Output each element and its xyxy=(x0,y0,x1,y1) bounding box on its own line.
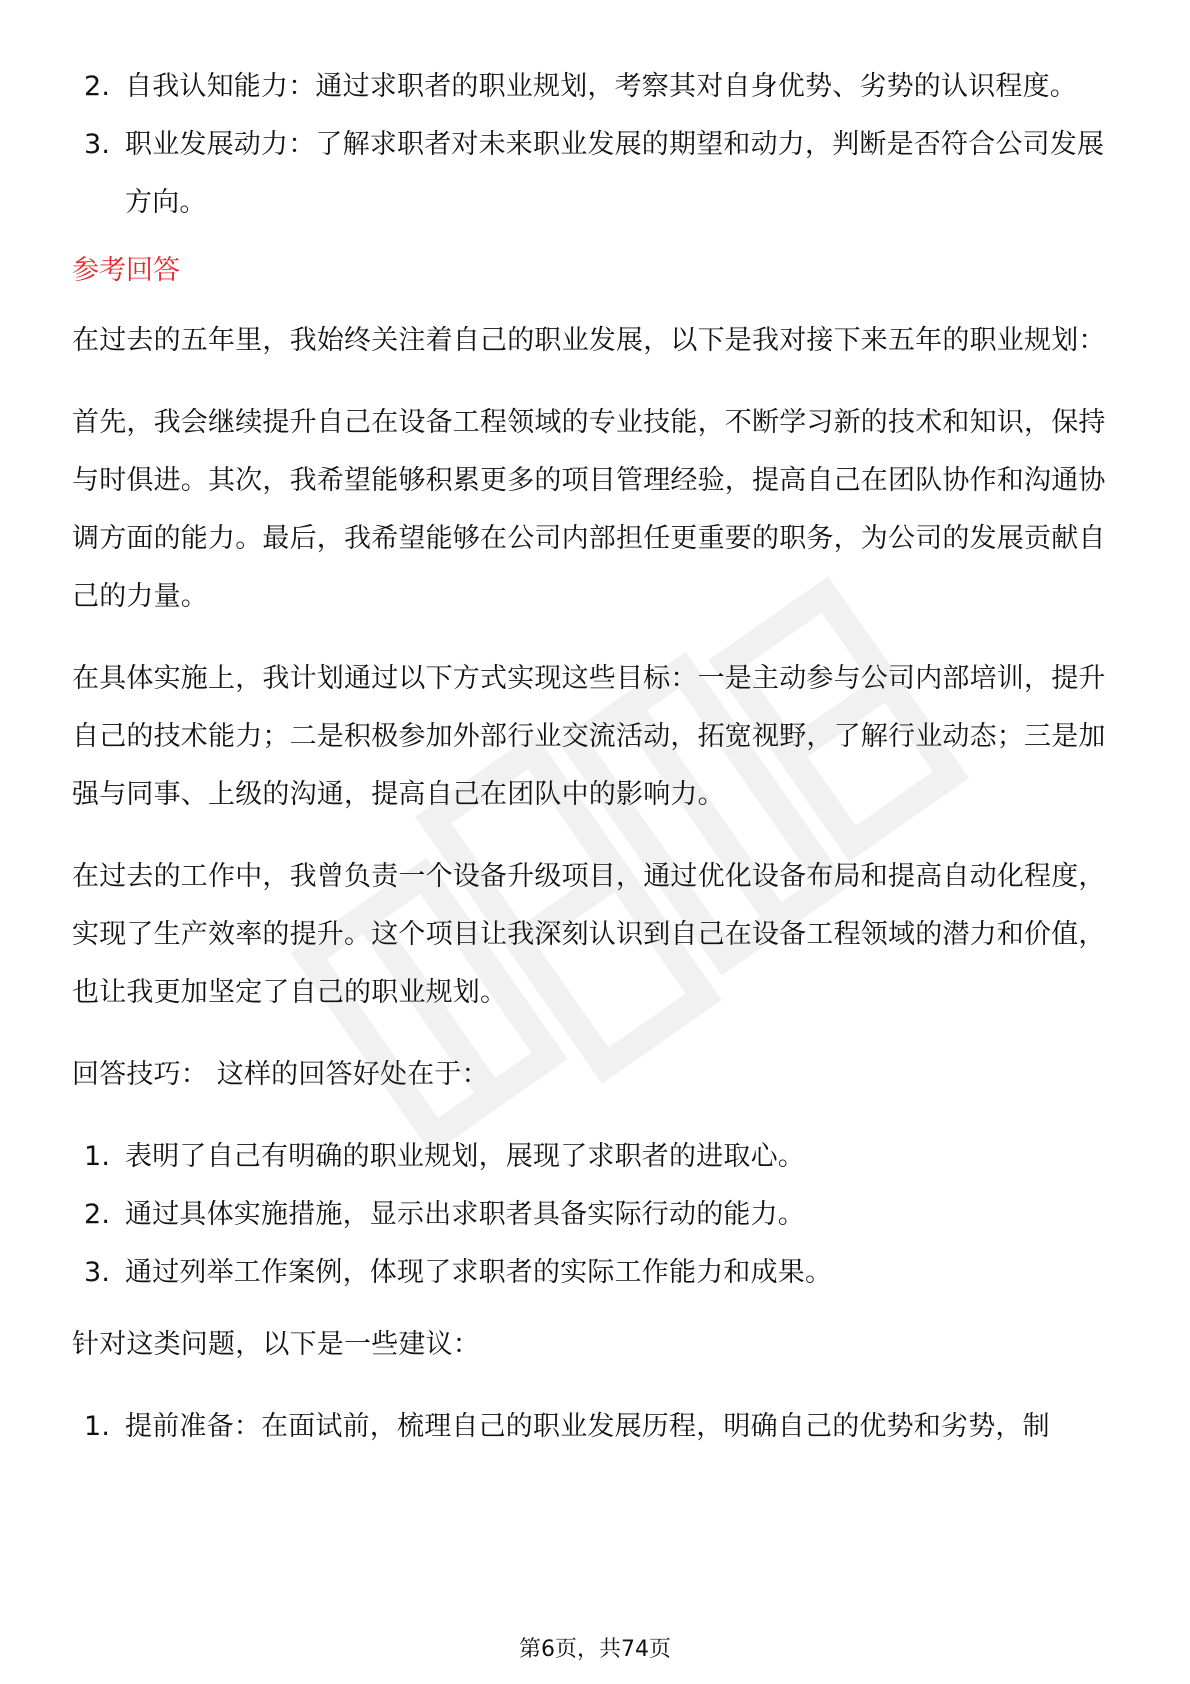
paragraph: 在具体实施上，我计划通过以下方式实现这些目标：一是主动参与公司内部培训，提升自己的技术能力；二是积极参加外部行业交流活动，拓宽视野，了解行业动态；三是加强与同事、上级的沟通，提高自己在团队中的影响力。 xyxy=(72,663,1106,810)
advice-intro: 针对这类问题，以下是一些建议： xyxy=(72,1329,480,1360)
list-number: 3. xyxy=(84,129,111,160)
tips-list xyxy=(72,1128,1122,1302)
list-text: 提前准备：在面试前，梳理自己的职业发展历程，明确自己的优势和劣势，制 xyxy=(125,1411,1050,1442)
list-number: 2. xyxy=(84,1199,111,1230)
list-item xyxy=(72,1186,1122,1244)
list-item xyxy=(72,1128,1122,1186)
paragraph: 在过去的工作中，我曾负责一个设备升级项目，通过优化设备布局和提高自动化程度，实现了生产效率的提升。这个项目让我深刻认识到自己在设备工程领域的潜力和价值，也让我更加坚定了自己的职业规划。 xyxy=(72,861,1106,1008)
list-item xyxy=(72,116,1122,232)
list-text: 通过具体实施措施，显示出求职者具备实际行动的能力。 xyxy=(125,1199,805,1230)
list-number: 1. xyxy=(84,1141,111,1172)
list-number: 2. xyxy=(84,71,111,102)
list-text: 通过列举工作案例，体现了求职者的实际工作能力和成果。 xyxy=(125,1257,833,1288)
page-footer: 第6页，共74页 xyxy=(519,1637,671,1662)
paragraph: 首先，我会继续提升自己在设备工程领域的专业技能，不断学习新的技术和知识，保持与时俱进。其次，我希望能够积累更多的项目管理经验，提高自己在团队协作和沟通协调方面的能力。最后，我希望能够在公司内部担任更重要的职务，为公司的发展贡献自己的力量。 xyxy=(72,407,1106,612)
reference-heading: 参考回答 xyxy=(72,255,180,286)
list-item xyxy=(72,58,1122,116)
paragraph: 在过去的五年里，我始终关注着自己的职业发展，以下是我对接下来五年的职业规划： xyxy=(72,325,1106,356)
advice-list xyxy=(72,1398,1122,1456)
list-text: 自我认知能力：通过求职者的职业规划，考察其对自身优势、劣势的认识程度。 xyxy=(125,71,1077,102)
list-number: 1. xyxy=(84,1411,111,1442)
list-item xyxy=(72,1244,1122,1302)
list-item xyxy=(72,1398,1122,1456)
list-top xyxy=(72,58,1122,232)
document-content xyxy=(72,58,1122,1456)
list-number: 3. xyxy=(84,1257,111,1288)
list-text: 表明了自己有明确的职业规划，展现了求职者的进取心。 xyxy=(125,1141,805,1172)
list-text: 职业发展动力：了解求职者对未来职业发展的期望和动力，判断是否符合公司发展方向。 xyxy=(125,129,1105,218)
tips-intro: 回答技巧： 这样的回答好处在于： xyxy=(72,1059,489,1090)
